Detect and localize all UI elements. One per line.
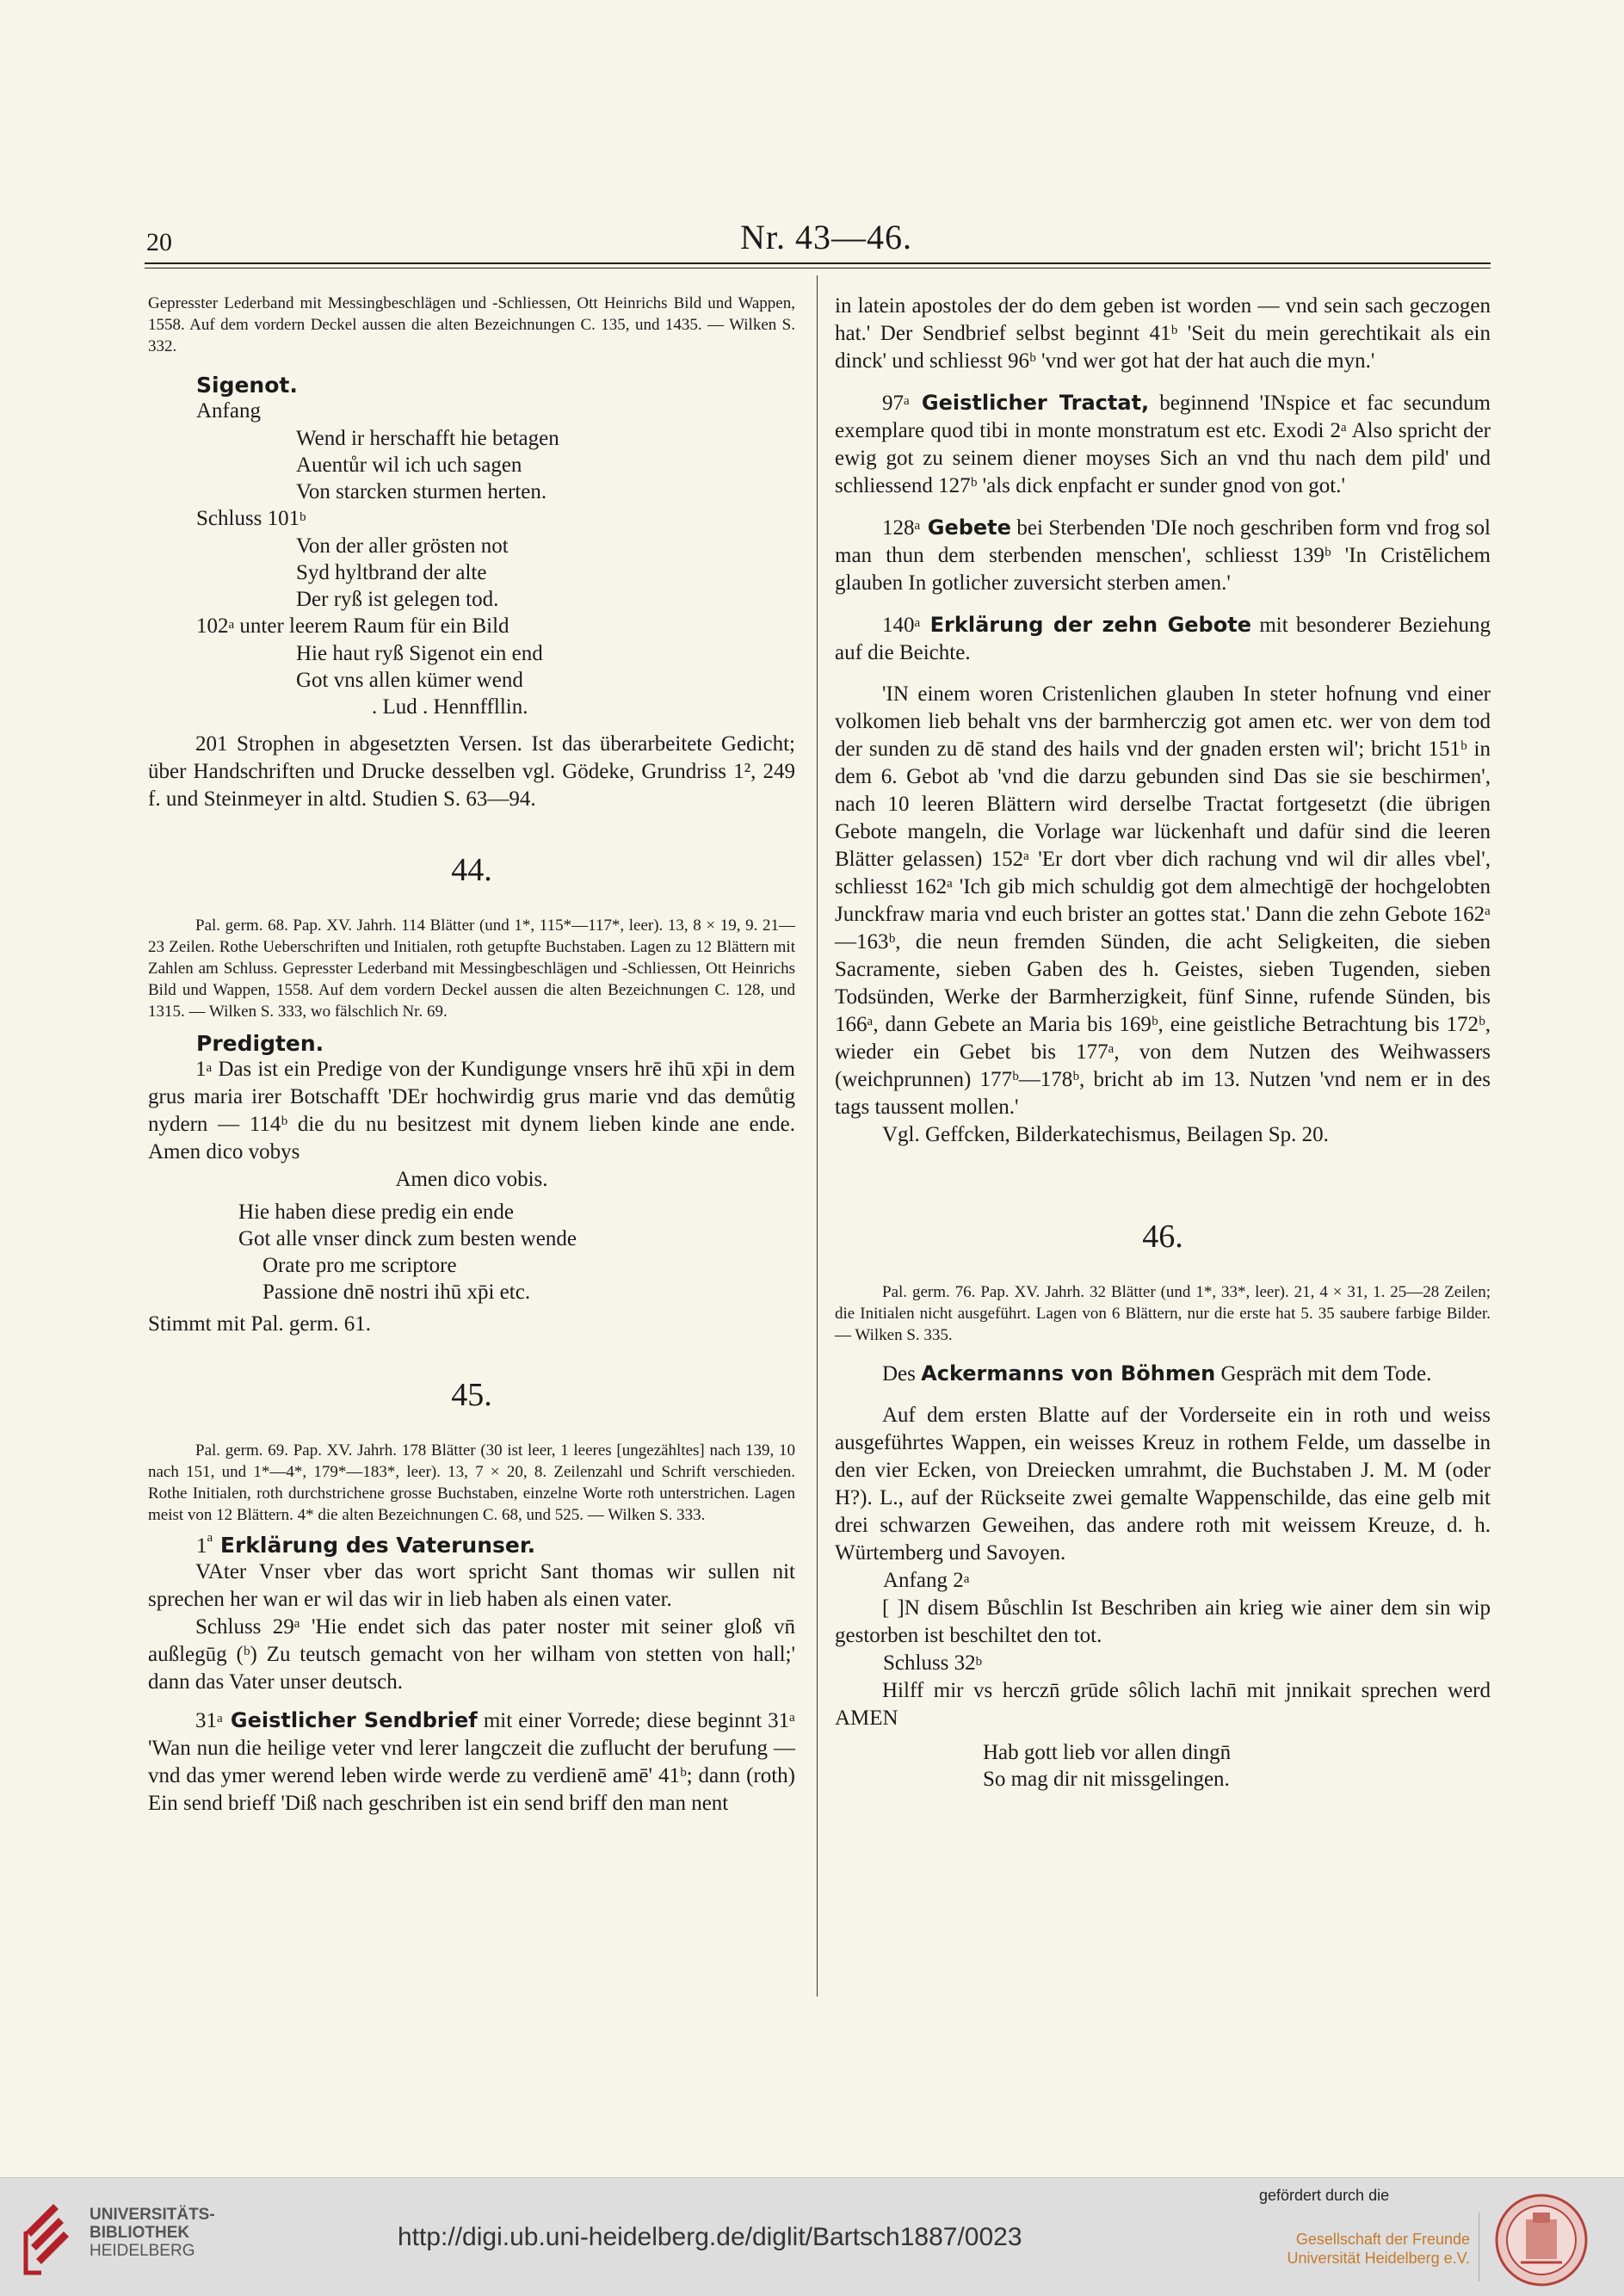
page-title: Nr. 43—46. xyxy=(740,218,912,256)
right-column xyxy=(835,293,1491,1793)
paragraph-tractat: 97$^a$ Geistlicher Tractat, beginnend 'INspice et fac secundum exemplare quod tibi in monte monstratum est etc. Exodi 2ᵃ Also spricht der ewig got zu seinem diener moyses Sich an vnd thu nach dem pild' und schliessend 127ᵇ 'als dick enpfacht er sunder gnod von got.' xyxy=(835,391,1491,497)
paragraph-vgl: Vgl. Geffcken, Bilderkatechismus, Beilagen Sp. 20. xyxy=(882,1123,1329,1146)
manuscript-description-44: Pal. germ. 68. Pap. XV. Jahrh. 114 Blätter (und 1*, 115*—117*, leer). 13, 8 × 19, 9. 21—23 Zeilen. Rothe Ueberschriften und Initialen, roth getupfte Buchstaben. Lagen zu 12 Blättern mit Zahlen am Schluss. Gepresster Lederband mit Messingbeschlägen und -Schliessen, Ott Heinrichs Bild und Wappen, 1558. Auf dem vordern Deckel aussen die alten Bezeichnungen C. 128, und 1315. — Wilken S. 333, wo fälschlich Nr. 69. xyxy=(148,917,795,1021)
footer-bar xyxy=(0,2177,1624,2296)
verse-line: Hie haben diese predig ein ende xyxy=(238,1200,515,1224)
binding-description: Gepresster Lederband mit Messingbeschlägen und -Schliessen, Ott Heinrichs Bild und Wappen, 1558. Auf dem vordern Deckel aussen die alten Bezeichnungen C. 135, und 1435. — Wilken S. 332. xyxy=(148,294,795,355)
verse-line: Passione dnē nostri ihū xp̄i etc. xyxy=(262,1281,531,1304)
left-column xyxy=(148,293,795,1818)
paragraph-gebete: 128$^a$ Gebete bei Sterbenden 'DIe noch geschriben form vnd frog sol man thun dem sterbenden menschen', schliesst 139ᵇ 'In Cristēlichem glauben In gotlicher zuversicht sterben amen.' xyxy=(835,515,1491,595)
page-number: 20 xyxy=(146,228,172,256)
label-anfang: Anfang xyxy=(196,399,261,423)
label-schluss: Schluss 101$^b$ xyxy=(196,507,306,530)
paragraph-continuation: in latein apostoles der do dem geben ist worden — vnd sein sach geczogen hat.' Der Sendbrief selbst beginnt 41ᵇ 'Seit du mein gerechtikait als ein dinck' und schliesst 96ᵇ 'vnd wer got hat der hat auch die myn.' xyxy=(835,294,1491,373)
funded-by-label: gefördert durch die xyxy=(1259,2187,1390,2204)
amen-line: Amen dico vobis. xyxy=(395,1168,548,1191)
verse-line: Got vns allen kümer wend xyxy=(296,669,523,692)
heading-predigten: Predigten. xyxy=(196,1031,324,1056)
paragraph-201: 201 Strophen in abgesetzten Versen. Ist das überarbeitete Gedicht; über Handschriften und Drucke desselben vgl. Gödeke, Grundriss 1², 249 f. und Steinmeyer in altd. Studien S. 63—94. xyxy=(148,732,795,811)
permalink-url[interactable]: http://digi.ub.uni-heidelberg.de/diglit/Bartsch1887/0023 xyxy=(398,2223,1022,2251)
paragraph-stimmt: Stimmt mit Pal. germ. 61. xyxy=(148,1312,372,1336)
society-name: Gesellschaft der Freunde Universität Heidelberg e.V. xyxy=(1287,2231,1470,2267)
label-102: 102$^a$ unter leerem Raum für ein Bild xyxy=(196,614,509,638)
verse-line: Got alle vnser dinck zum besten wende xyxy=(238,1227,577,1250)
verse-line: Der ryß ist gelegen tod. xyxy=(296,588,499,611)
paragraph-disem: [ ]N disem Bůschlin Ist Beschriben ain krieg wie ainer dem sin wip gestorben ist beschiltet den tot. xyxy=(835,1596,1491,1647)
header-rule xyxy=(145,262,1491,264)
heading-vaterunser: 1$^a$ Erklärung des Vaterunser. xyxy=(196,1531,536,1558)
paragraph-schluss-29: Schluss 29ᵃ 'Hie endet sich das pater noster mit seiner gloß vn̄ außlegūg (ᵇ) Zu teutsch gemacht von her wilham von stetten von hall;' dann das Vater unser deutsch. xyxy=(148,1615,795,1694)
library-logo-icon xyxy=(19,2197,81,2280)
section-number-46: 46. xyxy=(1142,1219,1183,1255)
verse-line: Auentůr wil ich uch sagen xyxy=(296,454,522,477)
verse-line: Hab gott lieb vor allen dingn̄ xyxy=(983,1741,1232,1764)
label-anfang-2: Anfang 2$^a$ xyxy=(883,1569,970,1592)
paragraph-ackermann: Des Ackermanns von Böhmen Gespräch mit dem Tode. xyxy=(882,1361,1432,1386)
paragraph-vaterunser: VAter Vnser vber das wort spricht Sant thomas wir sullen nit sprechen her wan er wil das wir in lieb haben als einen vater. xyxy=(148,1560,795,1611)
verse-line: Von der aller grösten not xyxy=(296,534,509,558)
manuscript-description-46: Pal. germ. 76. Pap. XV. Jahrh. 32 Blätter (und 1*, 33*, leer). 21, 4 × 31, 1. 25—28 Zeilen; die Initialen nicht ausgeführt. Lagen von 6 Blättern, nur die erste hat 5. 35 saubere farbige Bilder. — Wilken S. 335. xyxy=(835,1283,1491,1344)
verse-line: . Lud . Hennffllin. xyxy=(372,695,528,719)
verse-line: Syd hyltbrand der alte xyxy=(296,561,487,584)
section-number-45: 45. xyxy=(451,1377,492,1413)
manuscript-description-45: Pal. germ. 69. Pap. XV. Jahrh. 178 Blätter (30 ist leer, 1 leeres [ungezähltes] nach 139, 10 nach 151, und 1*—4*, 179*—183*, leer). 13, 7 × 20, 8. Zeilenzahl und Schrift verschieden. Rothe Initialen, roth durchstrichene grosse Buchstaben, einzelne Worte roth unterstrichen. Lagen meist von 12 Blättern. 4* die alten Bezeichnungen C. 68, und 525. — Wilken S. 333. xyxy=(148,1441,795,1524)
paragraph-sendbrief: 31$^a$ Geistlicher Sendbrief mit einer Vorrede; diese beginnt 31ᵃ 'Wan nun die heilige veter vnd lerer langczeit die zuflucht der berufung — vnd das ymer werend leben wirde werde zu verdienē amē' 41ᵇ; dann (roth) Ein send brieff 'Diß nach geschriben ist ein send briff den man nent xyxy=(148,1708,795,1815)
library-name: UNIVERSITÄTS- BIBLIOTHEK HEIDELBERG xyxy=(90,2206,215,2260)
section-number-44: 44. xyxy=(451,852,492,888)
heading-sigenot: Sigenot. xyxy=(196,373,298,398)
paragraph-predigt: 1$^a$ Das ist ein Predige von der Kundigunge vnsers hrē ihū xp̄i in dem grus maria irer Botschafft 'DEr hochwirdig grus marie vnd das demůtig nydern — 114ᵇ die du nu besitzest mit dynem lieben kinde ane ende. Amen dico vobys xyxy=(148,1058,795,1163)
university-seal-icon xyxy=(1495,2194,1588,2287)
verse-line: Wend ir herschafft hie betagen xyxy=(296,427,559,450)
verse-line: Hie haut ryß Sigenot ein end xyxy=(296,642,543,665)
paragraph-hilff: Hilff mir vs herczn̄ grūde sôlich lachn̄ mit jnnikait sprechen werd AMEN xyxy=(835,1679,1491,1730)
label-schluss-2: Schluss 32$^b$ xyxy=(883,1651,983,1675)
verse-line: So mag dir nit missgelingen. xyxy=(983,1768,1230,1791)
verse-line: Von starcken sturmen herten. xyxy=(296,480,547,503)
paragraph-gebote: 140$^a$ Erklärung der zehn Gebote mit besonderer Beziehung auf die Beichte. xyxy=(835,613,1491,664)
paragraph-blatte: Auf dem ersten Blatte auf der Vorderseite ein in roth und weiss ausgeführtes Wappen, ein weisses Kreuz in rothem Felde, um dasselbe in den vier Ecken, von Dreiecken umrahmt, die Buchstaben J. M. M (oder H?). L., auf der Rückseite zwei gemalte Wappenschilde, das eine gelb mit drei schwarzen Geweihen, das andere roth mit weissem Kreuze, d. h. Würtemberg und Savoyen. xyxy=(835,1404,1491,1565)
column-divider xyxy=(817,275,818,1997)
verse-line: Orate pro me scriptore xyxy=(262,1254,457,1277)
paragraph-in-einem: 'IN einem woren Cristenlichen glauben In steter hofnung vnd einer volkomen lieb behalt vns der barmherczig got amen etc. wer von dem tod der sunden zu dē stand des hails vnd der gnaden ersten wil'; bricht 151ᵇ in dem 6. Gebot ab 'vnd die darzu gebunden sind Das sie sie beschirmen', nach 10 leeren Blättern wird derselbe Tractat fortgesetzt (die übrigen Gebote mangeln, die Vorlage war lückenhaft und dafür sind die leeren Blätter gelassen) 152ᵃ 'Er dort vber dich rachung vnd wil dir alles vbel', schliesst 162ᵃ 'Ich gib mich schuldig got dem almechtigē der hochgelobten Junckfraw maria vnd euch brister an gottes stat.' Dann die zehn Gebote 162ᵃ—163ᵇ, die neun fremden Sünden, die acht Seligkeiten, die sieben Sacramente, sieben Gaben des h. Geistes, sieben Tugenden, sieben Todsünden, Werke der Barmherzigkeit, fünf Sinne, rufende Sünden, bis 166ᵃ, dann Gebete an Maria bis 169ᵇ, eine geistliche Betrachtung bis 172ᵇ, wieder ein Gebet bis 177ᵃ, von dem Nutzen des Weihwassers (weichprunnen) 177ᵇ—178ᵇ, bricht ab im 13. Nutzen 'vnd nem er in des tags taussent mollen.' xyxy=(835,682,1491,1119)
